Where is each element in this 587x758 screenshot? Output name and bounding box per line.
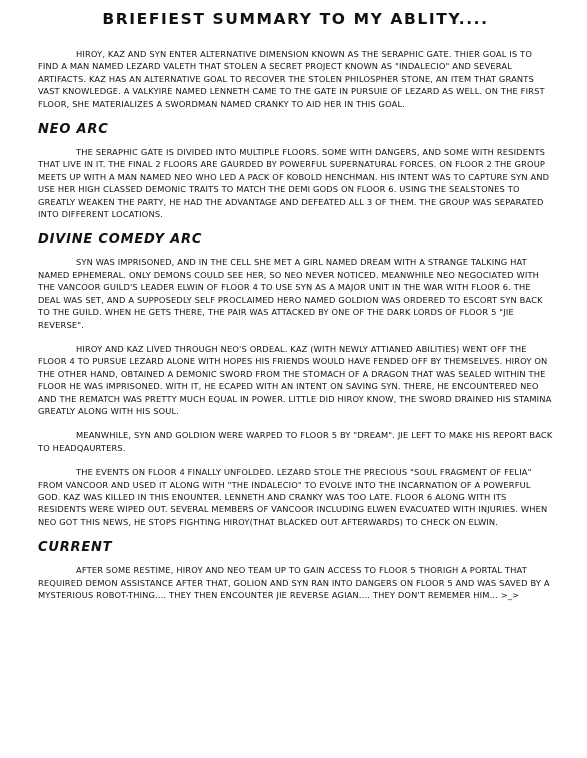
intro-paragraph: HIROY, KAZ AND SYN ENTER ALTERNATIVE DIMENSION KNOWN AS THE SERAPHIC GATE. THIER GOAL IS TO FIND A MAN NAMED LEZARD VALETH THAT STOLEN A SECRET PROJECT KNOWN AS "INDALECIO" AND SEVERAL ARTIFACTS. KAZ HAS AN ALTERNATIVE GOAL TO RECOVER THE STOLEN PHILOSPHER STONE, AN ITEM THAT GRANTS VAST KNOWLEDGE. A VALKYIRE NAMED LENNETH CAME TO THE GATE IN PURSUIE OF LEZARD AS WELL. ON THE FIRST FLOOR, SHE MATERIALIZES A SWORDMAN NAMED CRANKY TO AID HER IN THIS GOAL. bbox=[38, 49, 545, 109]
section-divine-comedy-arc bbox=[38, 232, 553, 528]
section-heading: DIVINE COMEDY ARC bbox=[38, 232, 203, 248]
section-heading: NEO ARC bbox=[38, 122, 109, 138]
page-title: BRIEFIEST SUMMARY TO MY ABLITY.... bbox=[102, 10, 489, 28]
section-paragraph: AFTER SOME RESTIME, HIROY AND NEO TEAM UP TO GAIN ACCESS TO FLOOR 5 THORIGH A PORTAL THAT REQUIRED DEMON ASSISTANCE AFTER THAT, GOLION AND SYN RAN INTO DANGERS ON FLOOR 5 AND WAS SAVED BY A MYSTERIOUS ROBOT-THING.... THEY THEN ENCOUNTER JIE REVERSE AGIAN.... THEY DON'T REMEMER HIM... >_> bbox=[38, 565, 550, 600]
section-paragraph: THE SERAPHIC GATE IS DIVIDED INTO MULTIPLE FLOORS. SOME WITH DANGERS, AND SOME WITH RESIDENTS THAT LIVE IN IT. THE FINAL 2 FLOORS ARE GAURDED BY POWERFUL SUPERNATURAL FORCES. ON FLOOR 2 THE GROUP MEETS UP WITH A MAN NAMED NEO WHO LED A PACK OF KOBOLD HENCHMAN. HIS INTENT WAS TO CAPTURE SYN AND USE HER HIGH CLASSED DEMONIC TRAITS TO MATCH THE DEMI GODS ON FLOOR 6. USING THE SEALSTONES TO GREATLY WEAKEN THE PARTY, HE HAD THE ADVANTAGE AND DEFEATED ALL 3 OF THEM. THE GROUP WAS SEPARATED INTO DIFFERENT LOCATIONS. bbox=[38, 147, 550, 220]
section-paragraph: THE EVENTS ON FLOOR 4 FINALLY UNFOLDED. LEZARD STOLE THE PRECIOUS "SOUL FRAGMENT OF FELIA" FROM VANCOOR AND USED IT ALONG WITH "THE INDALECIO" TO EVOLVE INTO THE INCARNATION OF A POWERFUL GOD. KAZ WAS KILLED IN THIS ENOUNTER. LENNETH AND CRANKY WAS TOO LATE. FLOOR 6 ALONG WITH ITS RESIDENTS WERE WIPED OUT. SEVERAL MEMBERS OF VANCOOR INCLUDING ELWEN EVACUATED WITH INJURIES. WHEN NEO GOT THIS NEWS, HE STOPS FIGHTING HIROY(THAT BLACKED OUT AFTERWARDS) TO CHECK ON ELWIN. bbox=[38, 467, 548, 527]
section-paragraph: MEANWHILE, SYN AND GOLDION WERE WARPED TO FLOOR 5 BY "DREAM". JIE LEFT TO MAKE HIS REPORT BACK TO HEADQAURTERS. bbox=[38, 430, 553, 453]
section-current bbox=[38, 540, 553, 601]
section-neo-arc bbox=[38, 122, 553, 220]
section-paragraph: SYN WAS IMPRISONED, AND IN THE CELL SHE MET A GIRL NAMED DREAM WITH A STRANGE TALKING HAT NAMED EPHEMERAL. ONLY DEMONS COULD SEE HER, SO NEO NEVER NOTICED. MEANWHILE NEO NEGOCIATED WITH THE VANCOOR GUILD'S LEADER ELWIN OF FLOOR 4 TO USE SYN AS A MAJOR UNIT IN THE WAR WITH FLOOR 6. THE DEAL WAS SET, AND A SUPPOSEDLY SELF PROCLAIMED HERO NAMED GOLDION WAS ORDERED TO ESCORT SYN BACK TO THE GUILD. WHEN HE GETS THERE, THE PAIR WAS ATTACKED BY ONE OF THE DARK LORDS OF FLOOR 5 "JIE REVERSE". bbox=[38, 257, 543, 330]
section-heading: CURRENT bbox=[38, 540, 113, 556]
section-paragraph: HIROY AND KAZ LIVED THROUGH NEO'S ORDEAL. KAZ (WITH NEWLY ATTIANED ABILITIES) WENT OFF THE FLOOR 4 TO PURSUE LEZARD ALONE WITH HOPES HIS FRIENDS WOULD HAVE FENDED OFF BY THEMSELVES. HIROY ON THE OTHER HAND, OBTAINED A DEMONIC SWORD FROM THE STOMACH OF A DRAGON THAT WAS SEALED WITHIN THE FLOOR HE WAS IMPRISONED. WITH IT, HE ECAPED WITH AN INTENT ON SAVING SYN. THERE, HE ENCOUNTERED NEO AND THE REMATCH WAS PRETTY MUCH EQUAL IN POWER. LITTLE DID HIROY KNOW, THE SWORD DRAINED HIS STAMINA GREATLY ALONG WITH HIS SOUL. bbox=[38, 343, 552, 416]
